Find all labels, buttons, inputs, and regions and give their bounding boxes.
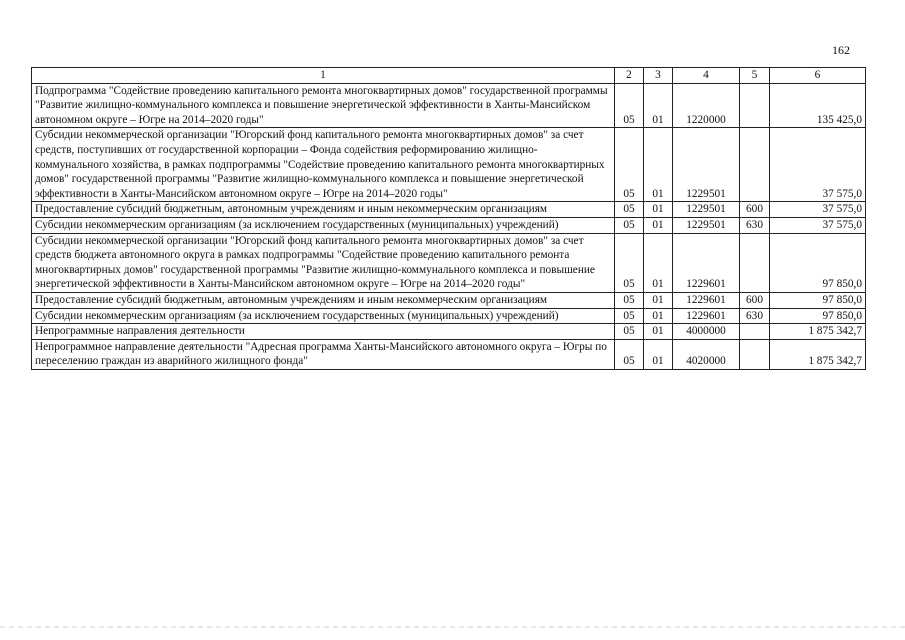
- table-row: [32, 233, 866, 292]
- row-sum: 97 850,0: [770, 233, 866, 292]
- row-subsection: 01: [644, 83, 673, 128]
- row-expense-type: [740, 83, 770, 128]
- row-expense-type: [740, 339, 770, 369]
- row-section: 05: [615, 339, 644, 369]
- row-expense-type: 600: [740, 292, 770, 308]
- row-name: Непрограммные направления деятельности: [32, 324, 615, 340]
- row-section: 05: [615, 217, 644, 233]
- row-subsection: 01: [644, 233, 673, 292]
- row-subsection: 01: [644, 339, 673, 369]
- page-number: 162: [832, 43, 850, 57]
- header-col-2: 2: [615, 68, 644, 84]
- table-row: [32, 83, 866, 128]
- table-row: [32, 292, 866, 308]
- row-target-article: 4020000: [673, 339, 740, 369]
- row-sum: 135 425,0: [770, 83, 866, 128]
- row-section: 05: [615, 233, 644, 292]
- row-target-article: 1229601: [673, 233, 740, 292]
- row-subsection: 01: [644, 128, 673, 202]
- row-name: Субсидии некоммерческим организациям (за исключением государственных (муниципальных) учреждений): [32, 308, 615, 324]
- table-row: [32, 217, 866, 233]
- row-expense-type: [740, 233, 770, 292]
- header-col-1: 1: [32, 68, 615, 84]
- row-sum: 97 850,0: [770, 308, 866, 324]
- header-col-4: 4: [673, 68, 740, 84]
- table-row: [32, 202, 866, 218]
- row-expense-type: 630: [740, 308, 770, 324]
- row-target-article: 1229601: [673, 308, 740, 324]
- row-expense-type: 630: [740, 217, 770, 233]
- row-name: Субсидии некоммерческой организации "Югорский фонд капитального ремонта многоквартирных домов" за счет средств, поступивших от государственной корпорации – Фонда содействия реформированию жилищно-коммунального хозяйства, в рамках подпрограммы "Содействие проведению капитального ремонта многоквартирных домов" государственной программы "Развитие жилищно-коммунального комплекса и повышение энергетической эффективности в Ханты-Мансийском автономном округе – Югре на 2014–2020 годы": [32, 128, 615, 202]
- row-name: Предоставление субсидий бюджетным, автономным учреждениям и иным некоммерческим организациям: [32, 292, 615, 308]
- row-section: 05: [615, 83, 644, 128]
- row-subsection: 01: [644, 202, 673, 218]
- row-target-article: 1229501: [673, 217, 740, 233]
- row-expense-type: 600: [740, 202, 770, 218]
- row-name: Субсидии некоммерческим организациям (за исключением государственных (муниципальных) учреждений): [32, 217, 615, 233]
- row-subsection: 01: [644, 324, 673, 340]
- row-section: 05: [615, 128, 644, 202]
- header-col-5: 5: [740, 68, 770, 84]
- row-section: 05: [615, 324, 644, 340]
- row-expense-type: [740, 128, 770, 202]
- row-expense-type: [740, 324, 770, 340]
- table-row: [32, 339, 866, 369]
- row-section: 05: [615, 202, 644, 218]
- row-name: Непрограммное направление деятельности "Адресная программа Ханты-Мансийского автономного округа – Югры по переселению граждан из аварийного жилищного фонда": [32, 339, 615, 369]
- row-target-article: 1229501: [673, 128, 740, 202]
- row-sum: 37 575,0: [770, 128, 866, 202]
- header-row: [32, 68, 866, 84]
- row-name: Субсидии некоммерческой организации "Югорский фонд капитального ремонта многоквартирных домов" за счет средств бюджета автономного округа в рамках подпрограммы "Содействие проведению капитального ремонта многоквартирных домов" государственной программы "Развитие жилищно-коммунального комплекса и повышение энергетической эффективности в Ханты-Мансийском автономном округе – Югре на 2014–2020 годы": [32, 233, 615, 292]
- row-target-article: 1229601: [673, 292, 740, 308]
- header-col-6: 6: [770, 68, 866, 84]
- row-sum: 97 850,0: [770, 292, 866, 308]
- row-target-article: 1220000: [673, 83, 740, 128]
- row-target-article: 4000000: [673, 324, 740, 340]
- row-target-article: 1229501: [673, 202, 740, 218]
- budget-table: [31, 67, 866, 370]
- row-subsection: 01: [644, 217, 673, 233]
- row-section: 05: [615, 292, 644, 308]
- row-name: Подпрограмма "Содействие проведению капитального ремонта многоквартирных домов" государственной программы "Развитие жилищно-коммунального комплекса и повышение энергетической эффективности в Ханты-Мансийском автономном округе – Югре на 2014–2020 годы": [32, 83, 615, 128]
- table-row: [32, 324, 866, 340]
- row-name: Предоставление субсидий бюджетным, автономным учреждениям и иным некоммерческим организациям: [32, 202, 615, 218]
- row-sum: 37 575,0: [770, 202, 866, 218]
- row-sum: 37 575,0: [770, 217, 866, 233]
- table-row: [32, 128, 866, 202]
- table-row: [32, 308, 866, 324]
- header-col-3: 3: [644, 68, 673, 84]
- row-subsection: 01: [644, 292, 673, 308]
- row-sum: 1 875 342,7: [770, 339, 866, 369]
- scan-edge-artifact: [0, 626, 905, 628]
- row-sum: 1 875 342,7: [770, 324, 866, 340]
- row-subsection: 01: [644, 308, 673, 324]
- row-section: 05: [615, 308, 644, 324]
